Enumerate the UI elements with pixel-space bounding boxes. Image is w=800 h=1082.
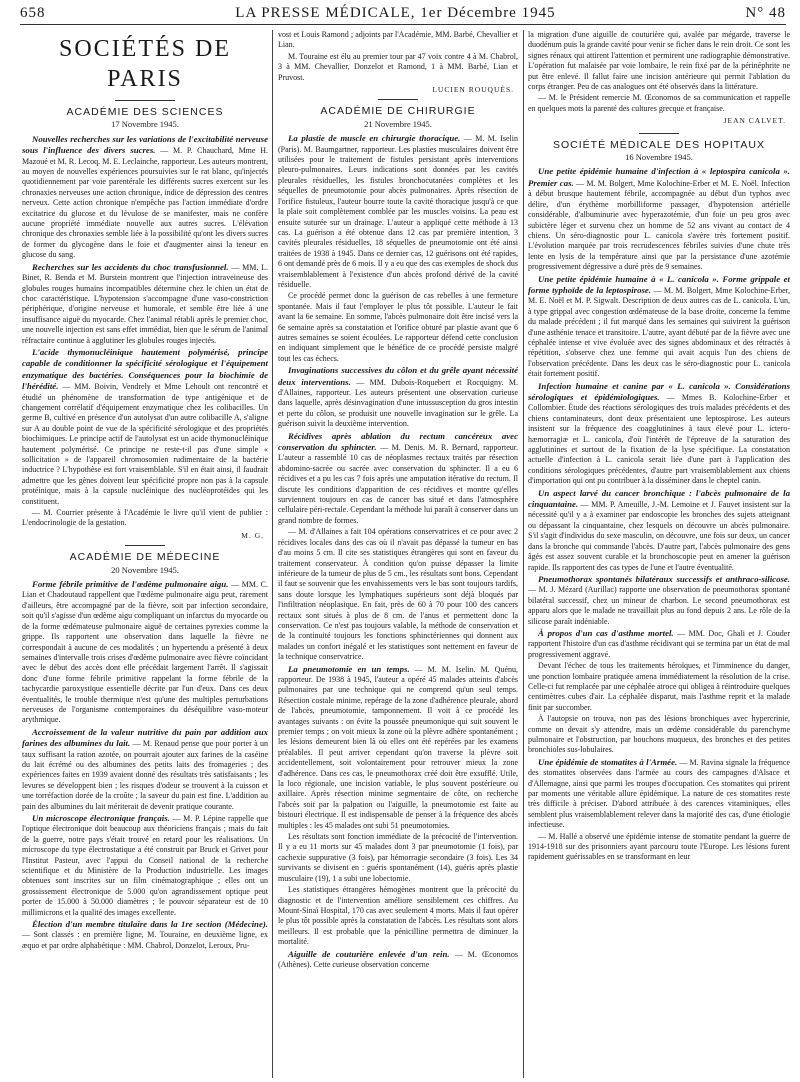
article-text: — MM. Doc, Ghali et J. Couder rapportent l'histoire d'un cas d'asthme récidivant qui se termina par un état de mal progressivement aggravé. (528, 628, 790, 659)
article-title: Invaginations successives du côlon et du grêle ayant nécessité deux interventions. (278, 365, 518, 387)
article-text: — M. d'Allaines a fait 104 opérations conservatrices et ce pour avec 2 récidives locales dans des cas où il n'avait pas dépassé la tumeur en bas d'au moins 5 cm. Il cite ses statistiques étrangères qui sont en faveur du traitement conservateur. À condition qu'on puisse dépasser la limite inférieure de la tumeur de plus de 5 cm., les résultats sont bons. Cependant il faut se souvenir que les envahissements vers le bas sont toujours tardifs, sans doute lorsque les lymphatiques supérieurs sont déjà bloqués par l'infiltration néoplasique. En fait, près de 60 à 70 pour 100 des cancers rectaux sont situés à plus de 8 cm. de l'anus et permettent donc la conservation. Ce n'est pas toujours valable, la méthode de conservation et de la continuité toujours les fonctions sphinctériennes qui donnent aux malades un confort inégalé et les statistiques sont nettement en faveur de la technique conservatrice. (278, 527, 518, 662)
article-text: la migration d'une aiguille de couturière qui, avalée par mégarde, traverse le duodénum puis la grande cavité pour venir se ficher dans le rein droit. Ce sont les signes rénaux qui attirent l'attention et permirent une radiographie démonstrative. L'opération fut malaisée par voie lombaire, le rein fixé par de la périnéphrite ne put être enlevé. Il fallut faire une incision antérieure qui permit l'ablation du corps étranger. Peu de cas analogues ont été observés dans la littérature. (528, 30, 790, 92)
divider (639, 133, 679, 134)
article-text: — M. J. Mézard (Aurillac) rapporte une observation de pneumothorax spontané bilatéral successif, chez un mineur de charbon. Le second pneumothorax est apparu alors que le malade ne travaillait plus au fond depuis 2 ans. Le rôle de la silicose paraît indéniable. (528, 585, 790, 626)
article-title: Infection humaine et canine par « L. canicola ». Considérations sérologiques et épidémiologiques. (528, 380, 790, 402)
session-date: 16 Novembre 1945. (625, 152, 693, 163)
article-text: — MM. Boivin, Vendrely et Mme Lehoult ont rencontré et étudié un phénomène de transformation de type antigénique et de changement corrélatif d'équipement enzymatique chez les colibacilles. Un germe B, cultivé en présence d'un autolysat d'un autre colibacille A, s'aligne sur A au double point de vue de la spécificité sérologique et des propriétés biochimiques. Le principe actif de l'autolysat est un acide thymonucléinique hautement polymérisé. Ce principe ne reste-t-il pas d'une simple « sollicitation » de l'appareil chromosomien rudimentaire de la bactérie inductrice ? L'hypothèse est fort vraisemblable. S'il en était ainsi, il faudrait admettre que les gènes doivent leur spécificité propre non pas à la capsule protéinique, mais à la capsule nucléinique des nucléoprotéides qui les constituent. (22, 382, 268, 506)
column-3 (528, 30, 790, 1078)
article-title: La pneumotomie en un temps. (288, 663, 410, 674)
society-title: ACADÉMIE DE MÉDECINE (69, 551, 221, 564)
column-1 (22, 30, 268, 1078)
article-text: — M. P. Chauchard, Mme H. Mazoué et M. R. Lecoq. M. E. Leclainche, rapporteur. Les auteurs montrent, au moyen de nouvelles expériences poursuivies sur le rat blanc, qu'injectés quotidiennement par voie parentérale les différents sucres exercent sur les chronaxies nerveuses une action chronique, indice de dépression des centres nerveux. Cette action chronique n'empêche pas l'action immédiate d'ordre excitatrice du glucose et du lévulose de se manifester, mais ne confère aucune propriété immédiate nouvelle aux autres sucres. L'élévation chronique des chronaxies semble liée à la possibilité qu'ont les divers sucres de former du glycogène dans le foie et d'augmenter ainsi la teneur en glucose du sang. (22, 146, 268, 260)
article-title: Récidives après ablation du rectum cancéreux avec conservation du sphincter. (278, 430, 518, 453)
session-date: 21 Novembre 1945. (364, 118, 432, 129)
section-heading: SOCIÉTÉS DE PARIS (59, 36, 231, 92)
divider (115, 100, 175, 101)
article-title: L'acide thymonucléinique hautement polymérisé, principe capable de conditionner la spécificité sérologique et l'équipement enzymatique des bactéries. Conséquences pour la biochimie de l'hérédité. (22, 346, 268, 392)
article-title: Une petite épidémie humaine d'infection à « leptospira canicola ». Premier cas. (528, 166, 790, 188)
article-text: M. Touraine est élu au premier tour par 47 voix contre 4 à M. Chabrol, 3 à MM. Chevallier, Donzelot et Ramond, 1 à MM. Barbé, Lian et Pruvost. (278, 51, 518, 82)
article-text: — Mmes B. Kolochine-Erber et Collombier. Étude des réactions sérologiques des trois malades précédents et des chiens contaminateurs, dont deux présentaient une leptospirose. Les auteurs insistent sur la fréquence des coagglutinines à taux élevé pour L. ictero-hæmorragiæ et L. canicola, d'où l'intérêt de l'épreuve de la saturation des agglutinines et surtout de la fixation de la lyse spécifique. La constatation actuelle d'infection à L. canicola serait liée d'une part à l'application des conditions sérologiques précédentes, d'autre part vraisemblablement aux chiens d'importation qui ont pu contribuer à la disséminer dans le cheptel canin. (528, 393, 790, 486)
article-text: — MM. Dubois-Roquebert et Rocquigny. M. d'Allaines, rapporteur. Les auteurs présentent une observation curieuse dans laquelle, après désinvagination d'une intussusception du gros intestin et perte du côlon, se produisit une nouvelle invagination sur le grêle. La guérison suivit la deuxième intervention. (278, 377, 518, 429)
article-title: Élection d'un membre titulaire dans la 1re section (Médecine). (32, 919, 268, 930)
article-title: Pneumothorax spontanés bilatéraux successifs et anthraco-silicose. (538, 573, 790, 584)
article-text: vost et Louis Ramond ; adjoints par l'Académie, MM. Barbé, Chevallier et Lian. (278, 30, 518, 50)
article-text: — M. Renaud pense que pour porter à un taux suffisant la ration azotée, on pourrait ajouter aux farines de la caséine du lait écrémé ou des albumines des petits laits des fromageries ; des expériences faites en 1939 avaient donné des résultats très satisfaisants ; les levures se développent bien ; les risques d'odeur se trouvent à la cuisson et une torréfaction dorée de la croûte ; la saveur du pain est fine. L'addition au pain des albumines du lait mériterait de devenir pratique courante. (22, 739, 268, 811)
signature: LUCIEN ROUQUÈS. (432, 85, 514, 95)
article-text: — M. Courrier présente à l'Académie le livre qu'il vient de publier : L'endocrinologie de la gestation. (22, 508, 268, 528)
article-text: Les résultats sont fonction immédiate de la précocité de l'intervention. Il y a eu 11 morts sur 45 malades dont 3 par pneumotomie (1 fois), par cachexie suppurative (3 fois), par hémorragie secondaire (3 fois). Les 34 survivants se divisent en : guéris spontanément (14), guéris après plastie musculaire (19), 1 a subi une lobectomie. (278, 832, 518, 883)
article-text: — MM. P. Ameuille, J.-M. Lemoine et J. Fauvet insistent sur la nécessité qu'il y a à examiner par endoscopie les bronches des sujets atteignant ou dépassant la cinquantaine, chez lesquels on découvre un abcès pulmonaire. S'il s'agit d'individus du sexe masculin, on découvre, une fois sur deux, un cancer dans la bronche qui commande l'abcès. D'autre part, l'abcès pulmonaire des gens âgés est assez souvent curable et la bronchoscopie peut en amener la guérison rapide. Ils rapportent des cas types de l'une et l'autre éventualité. (528, 500, 790, 572)
header-rule (20, 24, 786, 25)
issue-number: N° 48 (745, 5, 786, 21)
article-text: — M. M. Bolgert, Mme Kolochine-Erber et M. E. Noël. Infection à début brusque hautement fébrile, accompagnée au début d'un typhos avec délire, d'un érythème morbilliforme passager, d'hypotension artérielle considérable, d'albuminurie avec hyperazotémie, d'un foie un peu gros avec subictère léger et survenu chez un homme de 52 ans vivant au contact de 4 chiens. Un séro-diagnostic pour L. canicola s'avère très fortement positif. L'évolution marquée par trois recrudescences fébriles suivies d'une chute très lente en lysis de la température ainsi que par la persistance d'une azotémie progressivement dégressive a duré près de 9 semaines. (528, 178, 790, 272)
article-text: — M. Ravina signale la fréquence des stomatites observées dans l'armée au cours des campagnes d'Alsace et d'Allemagne, ainsi que parmi les troupes d'occupation. Ces stomatites qui prirent par moments une véritable allure épidémique. La nature de ces stomatites reste très difficile à préciser. D'abord attribuée à des carences vitaminiques, elles semblent plus vraisemblablement relever dans la majorité des cas, d'une étiologie infectieuse. (528, 757, 790, 830)
article-title: Un aspect larvé du cancer bronchique : l'abcès pulmonaire de la cinquantaine. (528, 487, 790, 510)
column-divider (272, 30, 273, 1078)
article-text: — M. M. Iselin (Paris). M. Baumgartner, rapporteur. Les plasties musculaires doivent être utilisées pour le traitement de fistules persistant après interventions pleuro-pulmonaires. Leurs indications sont données par les cavités pleurales résiduelles, les fistules bronchocutanées complètes et les séquelles de pneumotomie pour abcès pulmonaires. Après résection de l'orifice fistuleux, l'auteur bourre toute la cavité thoracique jusqu'à ce que la plaie soit complètement comblée par les muscles voisins. La peau est ensuite suturée sur un drainage. L'auteur a appliqué cette méthode à 13 cas. La guérison a été obtenue dans 12 cas par première intention, 3 cavités pleurales résiduelles, 18 séquelles de pneumotomie ont été ainsi traitées de 1938 à 1945. Dans ce dernier cas, 12 guérisons ont été rapides, 6 ont demandé près de 6 mois. Il y a eu que des cas exemples de shock dus vraisemblablement à l'existence d'un abcès profond dérivé de la cavité résiduelle. (278, 134, 518, 289)
article-text: — Sont classés : en première ligne, M. Touraine, en deuxième ligne, ex æquo et par ordre alphabétique : MM. Chabrol, Donzelot, Leroux, Pru- (22, 930, 268, 950)
article-title: Une épidémie de stomatites à l'Armée. (538, 756, 678, 767)
article-text: À l'autopsie on trouva, non pas des lésions bronchiques avec hypercrinie, comme on devait s'y attendre, mais un œdème considérable du parenchyme pulmonaire et l'obstruction, par bouchons muqueux, des bronches et des petites bronchioles sus-lobulaires. (528, 714, 790, 755)
session-date: 17 Novembre 1945. (111, 119, 179, 130)
article-title: Nouvelles recherches sur les variations de l'excitabilité nerveuse sous l'influence des divers sucres. (22, 133, 268, 156)
article-text: Devant l'échec de tous les traitements héroïques, et l'imminence du danger, une ponction lombaire pratiquée amena immédiatement la résolution de la crise. Celle-ci fut remplacée par une céphalée atroce qui obligea à réintroduire quelques centimètres cubes d'air. La céphalée disparut, mais l'asthme reprit et la malade finit par succomber. (528, 661, 790, 712)
article-title: La plastie de muscle en chirurgie thoracique. (288, 133, 461, 144)
signature: M. G. (241, 530, 264, 540)
article-title: Recherches sur les accidents du choc transfusionnel. (32, 261, 229, 272)
article-text: — M. M. Bolgert, Mme Kolochine-Erber, M. E. Noël et M. P. Sigwalt. Description de deux autres cas de L. canicola. L'un, à type grippal avec congestion œdémateuse de la base droite, concerne la femme du malade précédent ; il fut marqué dans les semaines qui suivirent la guérison d'une asthénie tenace et transitoire. L'autre, ayant débuté par de la fièvre avec une céphalée intense et vive évoluée avec des signes abdominaux et des rétractés à répétition, s'observe chez une femme qui avait acquis l'un des chiens de l'observation précédente. Dans les deux cas le séro-diagnostic pour L. canicola était fortement positif. (528, 285, 790, 379)
divider (125, 545, 165, 546)
article-text: — M. Œconomos (Athènes). Cette curieuse observation concerne (278, 949, 518, 969)
article-title: Aiguille de couturière enlevée d'un rein. (288, 948, 450, 959)
signature: JEAN CALVET. (723, 116, 786, 126)
article-title: Forme fébrile primitive de l'œdème pulmonaire aigu. (32, 579, 229, 590)
society-title: ACADÉMIE DE CHIRURGIE (320, 105, 476, 118)
society-title: ACADÉMIE DES SCIENCES (66, 106, 224, 118)
column-divider (523, 30, 524, 1078)
column-2 (278, 30, 518, 1078)
page-header (20, 0, 786, 22)
divider (378, 99, 418, 100)
article-text: — M. Denis. M. R. Bernard, rapporteur. L'auteur a rassemblé 10 cas de néoplasmes rectaux traités par résection abdomino-sacrée ou sacrée avec conservation du sphincter. Il a eu 6 récidives et a pu les cas 7 fois après une amputation itérative du rectum. Il discute les conditions d'apparition de ces récidives et montre qu'elles surviennent toujours en cas de cancer bas situé et dans l'atmosphère cellulaire péri-rectale. Cependant la méthode lui paraît à conserver dans un grand nombre de formes. (278, 443, 518, 525)
article-title: À propos d'un cas d'asthme mortel. (538, 627, 674, 638)
article-text: — M. le Président remercie M. Œconomos de sa communication et rappelle en quelques mots la parenté des cultures grecque et française. (528, 93, 790, 113)
article-text: — M. Hallé a observé une épidémie intense de stomatite pendant la guerre de 1914-1918 sur des prisonniers ayant parcouru toute l'Europe. Les lésions furent rapidement guérissables en se transformant en leur (528, 831, 790, 862)
article-text: — M. M. Iselin. M. Quénu, rapporteur. De 1938 à 1945, l'auteur a opéré 45 malades atteints d'abcès pulmonaires par une technique qui ne comprend qu'un seul temps. Résection costale minime, repérage de la zone d'adhérence pleurale, abord de l'abcès, pneumotomie, tamponnement. Il voit à ce procédé les avantages suivants : on évite la poussée pneumonique qui suit souvent le premier temps ; on voit mieux la zone où la plèvre adhère spontanément ; les lésions demeurent bien là où elles ont été repérées par les examens préalables. Il peut arriver cependant qu'on traverse la plèvre soit accidentellement, soit volontairement pour retrouver mieux la zone d'adhérence. Dans ces cas, le pneumothorax créé doit être exsufflé. Utile, la loco régionale, une incision variable, le plus souvent postérieure ou axillaire. Après résection minime segmentaire de côte, on recherche l'abcès soit par la palpation ou l'aiguille, la pneumotomie est faite au bistouri électrique. Il est indispensable de penser à la fréquence des abcès multiples : les 45 malades ont subi 51 pneumotomies. (278, 664, 518, 830)
page-number: 658 (20, 5, 46, 21)
article-text: Les statistiques étrangères hémogènes montrent que la précocité du diagnostic et de l'intervention améliore sensiblement ces chiffres. Au Mount-Sinaï Hospital, 170 cas avec seulement 4 morts. Mais il faut opérer le plus tôt possible après la constatation de l'abcès. Les résultats sont alors meilleurs. Il est probable que la pénicilline permettra de diminuer la mortalité. (278, 885, 518, 947)
article-title: Accroissement de la valeur nutritive du pain par addition aux farines des albumines du lait. (22, 726, 268, 749)
article-text: — MM. L. Binet, R. Benda et M. Burstein montrent que l'injection intraveineuse des globules rouges humains incompatibles détermine chez le chien un état de choc caractéristique. L'hypotension s'accompagne d'une vaso-constriction périphérique, d'origine nerveuse et humorale, et semble être liée à une insuffisance aiguë du myocarde. Chez l'animal rétabli après le premier choc, une nouvelle injection est sans effet immédiat, bien que le sérum de l'animal réfractaire continue à agglutiner les globules rouges injectés. (22, 262, 268, 345)
journal-title: LA PRESSE MÉDICALE, 1er Décembre 1945 (235, 5, 556, 21)
article-text: — M. P. Lépine rappelle que l'optique électronique doit beaucoup aux théoriciens français ; mais du fait de la guerre, notre pays s'était trouvé en retard pour les réalisations. Un microscope du type électrostatique a été construit par Bruck et Grivet pour l'Institut Pasteur, avec l'appui du Conseil national de la recherche scientifique et du Ministère de la Production industrielle. Les images obtenues sont inscrites sur un film cinématographique ; elles ont un grossissement électronique de 5.000 qu'on agrandissement optique peut porter de 15.000 à 50.000 diamètres ; le pouvoir séparateur est de 10 millimicrons et la qualité des images excellente. (22, 814, 268, 917)
article-text: Ce procédé permet donc la guérison de cas rebelles à une fermeture spontanée. Mais il faut l'employer le plus tôt possible. L'auteur le fait avant la 6e semaine. En somme, l'abcès pulmonaire doit être incisé vers la 6e semaine après sa constatation et l'orifice obturé par plastie avant que 6 autres semaines se soient écoulées. Le rapporteur défend cette conclusion en indiquant simplement que le bénéfice de ce procédé persiste malgré tout les cas échecs. (278, 291, 518, 363)
article-title: Un microscope électronique français. (32, 813, 170, 823)
session-date: 20 Novembre 1945. (111, 564, 179, 575)
article-title: Une petite épidémie humaine à « L. canicola ». Forme grippale et forme typhoïde de la leptospirose. (528, 273, 790, 295)
article-text: — MM. C. Lian et Chadoutaud rappellent que l'œdème pulmonaire aigu peut, rarement d'ailleurs, être accompagné par de la fièvre, soit par infection secondaire, soit qu'il s'agisse d'un œdème aigu compliquant un infarctus du myocarde ou de la forme œdémateuse pulmonaire aiguë de certaines pyrexies comme la grippe. Ils rapportent une observation dans laquelle la fièvre ne correspondait à aucune de ces modalités ; un hypertendu a présenté à deux semaines d'intervalle trois crises d'œdème pulmonaire avec fièvre coïncidant avec le début des accès dont elle précédait largement l'arrêt. Il s'agissait donc d'une forme fébrile primitive rappelant la forme fébrile de la tachycardie paroxystique essentielle décrite par l'un d'eux. Dans ces deux éventualités, le trouble thermique n'est qu'une des multiples perturbations nerveuses de l'organisme contemporaines du déséquilibre vaso-moteur arythmique. (22, 580, 268, 725)
society-title: SOCIÉTÉ MÉDICALE DES HOPITAUX (552, 138, 765, 151)
